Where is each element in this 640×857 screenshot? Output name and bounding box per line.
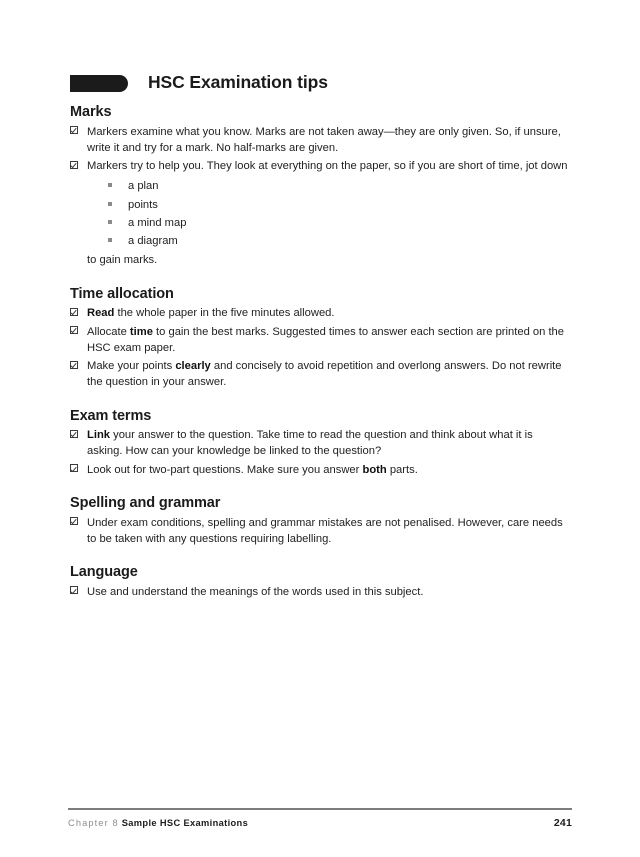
checklist-item: [70, 358, 570, 390]
item-text: Allocate: [87, 325, 130, 338]
content-section: [70, 564, 570, 600]
footer-left: [68, 819, 248, 828]
checklist: [70, 584, 570, 600]
checklist-item: [70, 305, 570, 321]
sub-bullet-label: points: [128, 198, 158, 211]
checklist-item: [70, 124, 570, 156]
emphasis-text: time: [129, 325, 153, 338]
sub-bullet-item: [108, 232, 570, 250]
sub-bullet-list: [87, 177, 570, 250]
checkbox-checked-icon: [70, 517, 78, 525]
page-content: [70, 104, 570, 602]
checklist: [70, 515, 570, 547]
checklist-item: [70, 462, 570, 478]
sub-bullet-label: a diagram: [128, 234, 178, 247]
checkbox-checked-icon: [70, 161, 78, 169]
checklist-item: [70, 158, 570, 250]
item-text: Markers try to help you. They look at everything on the paper, so if you are short of time, jot down: [87, 160, 568, 173]
item-text: to gain the best marks. Suggested times to answer each section are printed on the HSC exam paper.: [87, 325, 565, 354]
checklist-item: [70, 584, 570, 600]
section-heading: Exam terms: [70, 407, 152, 424]
section-heading: Time allocation: [70, 285, 174, 302]
checkbox-checked-icon: [70, 326, 78, 334]
sub-bullet-label: a plan: [128, 180, 159, 193]
sub-bullet-item: [108, 177, 570, 195]
page-footer: [68, 808, 572, 829]
sub-bullet-item: [108, 214, 570, 232]
item-text: and concisely to avoid repetition and overlong answers. Do not rewrite the question in your answer.: [87, 360, 562, 389]
item-text: Under exam conditions, spelling and grammar mistakes are not penalised. However, care needs to be taken with any questions requiring labelling.: [87, 516, 563, 545]
item-text: parts.: [386, 463, 418, 476]
checkbox-checked-icon: [70, 464, 78, 472]
square-bullet-icon: [108, 220, 112, 224]
item-text: the whole paper in the five minutes allowed.: [114, 307, 335, 320]
emphasis-text: clearly: [175, 360, 211, 373]
section-heading: Marks: [70, 104, 112, 120]
footer-chapter-label: Chapter 8: [68, 818, 119, 828]
emphasis-text: both: [362, 463, 387, 476]
content-section: [70, 495, 570, 547]
content-section: [70, 408, 570, 478]
checkbox-checked-icon: [70, 430, 78, 438]
checklist: [70, 305, 570, 390]
section-heading: Language: [70, 564, 138, 581]
checklist: [70, 427, 570, 478]
sub-bullet-label: a mind map: [128, 216, 187, 229]
checklist-item: [70, 324, 570, 356]
item-text: your answer to the question. Take time to read the question and think about what it is asking. How can your knowledge be linked to the question?: [87, 429, 533, 458]
checklist: [70, 124, 570, 269]
item-text: Markers examine what you know. Marks are not taken away—they are only given. So, if unsure, write it and try for a mark. No half-marks are given.: [87, 125, 561, 154]
item-tail-text: to gain marks.: [87, 253, 158, 266]
content-section: [70, 104, 570, 269]
black-rounded-tab-icon: [70, 75, 128, 92]
page-header: [70, 68, 570, 98]
item-text: Look out for two-part questions. Make sure you answer: [87, 463, 363, 476]
page-title: HSC Examination tips: [148, 72, 328, 93]
checkbox-checked-icon: [70, 361, 78, 369]
checklist-item: [70, 427, 570, 459]
section-heading: Spelling and grammar: [70, 494, 221, 511]
footer-row: [68, 817, 572, 829]
square-bullet-icon: [108, 238, 112, 242]
content-section: [70, 286, 570, 391]
square-bullet-icon: [108, 202, 112, 206]
checkbox-checked-icon: [70, 126, 78, 134]
emphasis-text: Read: [87, 307, 115, 320]
item-text: Make your points: [87, 360, 176, 373]
footer-book-title: Sample HSC Examinations: [121, 818, 249, 828]
checklist-item: [70, 515, 570, 547]
checkbox-checked-icon: [70, 308, 78, 316]
emphasis-text: Link: [87, 429, 110, 442]
footer-page-number: 241: [553, 817, 572, 829]
item-text: Use and understand the meanings of the words used in this subject.: [87, 585, 424, 598]
checkbox-checked-icon: [70, 586, 78, 594]
footer-divider: [68, 808, 572, 810]
sub-bullet-item: [108, 196, 570, 214]
square-bullet-icon: [108, 183, 112, 187]
